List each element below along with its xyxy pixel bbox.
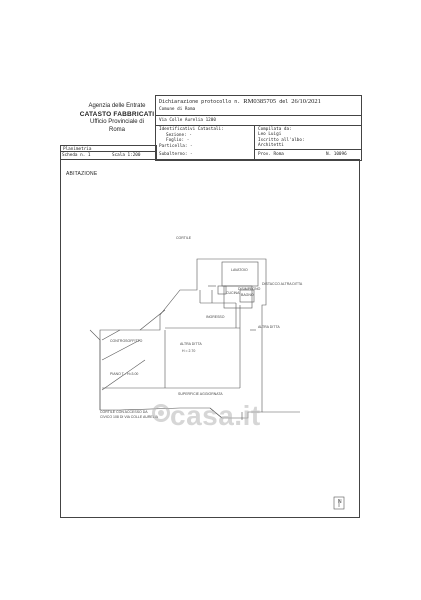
iscritto-label: Iscritto all'albo:	[258, 138, 305, 143]
iscritto-value: Architetti	[258, 143, 284, 148]
label-distacco-2: ALTRA DITTA	[258, 325, 280, 329]
subalterno-text: Subalterno: -	[159, 152, 193, 157]
watermark-text: casa.it	[170, 400, 261, 431]
room-lavatoio: LAVATOIO	[231, 268, 248, 272]
label-distacco: DISTACCO ALTRA DITTA	[262, 282, 303, 286]
comune-text: Comune di Roma	[159, 107, 196, 112]
room-bagno: BAGNO	[241, 293, 254, 297]
north-label: N	[338, 499, 342, 505]
agency-catasto: CATASTO FABBRICATI	[79, 110, 155, 118]
agency-city: Roma	[108, 126, 125, 133]
protocol-date: 26/10/2021	[291, 98, 321, 105]
compilata-name: Leo Luigi	[258, 132, 282, 137]
agency-name: Agenzia delle Entrate	[88, 103, 146, 109]
agency-office: Ufficio Provinciale di	[90, 119, 144, 125]
casa-logo-icon	[152, 404, 170, 422]
protocol-number: RM0385705	[243, 98, 277, 105]
compilata-label: Compilata da:	[258, 127, 292, 132]
particella-text: Particella: -	[159, 144, 193, 149]
label-superficie: SUPERFICIE AGGIORNATA	[178, 392, 223, 396]
lavatoio-room	[222, 262, 258, 286]
label-civico: CIVICO 108 DI VIA COLLE AURELIA	[100, 415, 158, 419]
room-cucina: CUCINA	[226, 291, 240, 295]
register-number: N. 10096	[326, 152, 347, 157]
scheda-number: Scheda n. 1	[62, 153, 91, 158]
protocol-row: Dichiarazione protocollo n. RM0385705 del 26/10/2021	[159, 98, 321, 105]
province-text: Prov. Roma	[258, 152, 284, 157]
foglio-text: Foglio: -	[166, 138, 190, 143]
room-disimpegno: DISIMPEGNO	[238, 287, 261, 291]
planimetria-label: Planimetria	[63, 147, 92, 152]
room-h: H = 2.70	[182, 349, 196, 353]
label-pt: PIANO T - H=3.00	[110, 372, 139, 376]
room-altra-ditta: ALTRA DITTA	[180, 342, 202, 346]
room-cortile: CORTILE	[176, 236, 192, 240]
label-cortile-accesso: CORTILE CON ACCESSO DA	[100, 410, 148, 414]
scale-text: Scala 1:200	[112, 153, 141, 158]
sezione-text: Sezione: -	[166, 133, 192, 138]
room-ingresso: INGRESSO	[206, 315, 225, 319]
address-text: Via Colle Aurelia 1200	[159, 118, 216, 123]
plan-title: ABITAZIONE	[66, 171, 98, 177]
identifiers-label: Identificativi Catastali:	[159, 127, 224, 132]
room-controsoffitto: CONTROSOFFITTO	[110, 339, 143, 343]
